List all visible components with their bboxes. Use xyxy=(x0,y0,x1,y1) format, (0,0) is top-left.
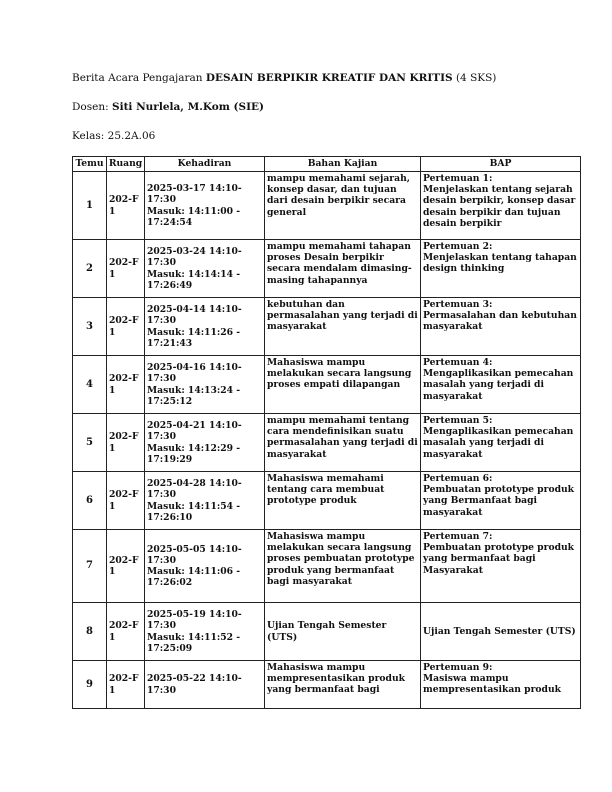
kehadiran-cell xyxy=(145,298,265,356)
ruang-cell: 202-F1 xyxy=(107,414,145,472)
ruang-cell: 202-F1 xyxy=(107,603,145,661)
bap-cell xyxy=(421,172,581,240)
table-row xyxy=(73,298,581,356)
checkin-time: Masuk: 14:11:26 - 17:21:43 xyxy=(147,326,241,349)
bahan-kajian-cell: Mahasiswa mampu mempresentasikan produk yang bermanfaat bagi xyxy=(265,661,421,709)
kehadiran-cell xyxy=(145,414,265,472)
kehadiran-cell xyxy=(145,472,265,530)
bap-cell xyxy=(421,414,581,472)
temu-cell: 6 xyxy=(73,472,107,530)
schedule-time: 2025-04-14 14:10-17:30 xyxy=(147,304,242,327)
doc-intro: Berita Acara Pengajaran xyxy=(72,72,203,84)
bap-cell xyxy=(421,530,581,603)
table-row xyxy=(73,472,581,530)
bap-text: Pembuatan prototype produk yang Bermanfaat bagi masyarakat xyxy=(423,484,575,518)
schedule-time: 2025-04-16 14:10-17:30 xyxy=(147,362,242,385)
bap-cell xyxy=(421,240,581,298)
bahan-kajian-cell: Mahasiswa mampu melakukan secara langsung proses pembuatan prototype produk yang bermanfaat bagi masyarakat xyxy=(265,530,421,603)
checkin-time: Masuk: 14:13:24 - 17:25:12 xyxy=(147,384,241,407)
bap-text: Pembuatan prototype produk yang bermanfaat bagi Masyarakat xyxy=(423,542,575,576)
temu-cell: 9 xyxy=(73,661,107,709)
bap-title: Pertemuan 4: xyxy=(423,357,493,368)
temu-cell: 2 xyxy=(73,240,107,298)
table-row xyxy=(73,414,581,472)
lecturer-name: Siti Nurlela, M.Kom (SIE) xyxy=(112,101,264,113)
kehadiran-cell xyxy=(145,172,265,240)
kehadiran-cell xyxy=(145,530,265,603)
schedule-time: 2025-05-05 14:10-17:30 xyxy=(147,543,242,566)
temu-cell: 3 xyxy=(73,298,107,356)
doc-title-line xyxy=(72,72,496,84)
bap-cell xyxy=(421,298,581,356)
col-header-temu: Temu xyxy=(73,157,107,172)
schedule-time: 2025-04-28 14:10-17:30 xyxy=(147,478,242,501)
ruang-cell: 202-F1 xyxy=(107,356,145,414)
bap-text: Menjelaskan tentang tahapan design thinking xyxy=(423,252,577,275)
bap-text: Menjelaskan tentang sejarah desain berpikir, konsep dasar desain berpikir dan tujuan desain berpikir xyxy=(423,184,576,229)
ruang-cell: 202-F1 xyxy=(107,530,145,603)
checkin-time: Masuk: 14:11:06 - 17:26:02 xyxy=(147,566,241,589)
checkin-time: Masuk: 14:12:29 - 17:19:29 xyxy=(147,442,241,465)
table-row xyxy=(73,603,581,661)
bahan-kajian-cell: mampu memahami tentang cara mendefinisikan suatu permasalahan yang terjadi di masyarakat xyxy=(265,414,421,472)
temu-cell: 1 xyxy=(73,172,107,240)
attendance-table xyxy=(72,156,581,709)
temu-cell: 8 xyxy=(73,603,107,661)
bap-cell xyxy=(421,603,581,661)
col-header-bap: BAP xyxy=(421,157,581,172)
kehadiran-cell xyxy=(145,603,265,661)
temu-cell: 4 xyxy=(73,356,107,414)
schedule-time: 2025-04-21 14:10-17:30 xyxy=(147,420,242,443)
kehadiran-cell xyxy=(145,240,265,298)
ruang-cell: 202-F1 xyxy=(107,472,145,530)
bahan-kajian-cell: mampu memahami tahapan proses Desain berpikir secara mendalam dimasing-masing tahapannya xyxy=(265,240,421,298)
schedule-time: 2025-05-19 14:10-17:30 xyxy=(147,609,242,632)
bahan-kajian-cell: kebutuhan dan permasalahan yang terjadi di masyarakat xyxy=(265,298,421,356)
col-header-bahan-kajian: Bahan Kajian xyxy=(265,157,421,172)
bahan-kajian-cell: Mahasiswa memahami tentang cara membuat prototype produk xyxy=(265,472,421,530)
lecturer-line xyxy=(72,101,264,113)
bap-title: Pertemuan 7: xyxy=(423,531,493,542)
ruang-cell: 202-F1 xyxy=(107,661,145,709)
bap-title: Pertemuan 5: xyxy=(423,415,493,426)
table-row xyxy=(73,240,581,298)
bap-text: Ujian Tengah Semester (UTS) xyxy=(423,625,576,637)
bap-text: Masiswa mampu mempresentasikan produk xyxy=(423,673,562,696)
schedule-time: 2025-05-22 14:10-17:30 xyxy=(147,673,242,696)
checkin-time: Masuk: 14:14:14 - 17:26:49 xyxy=(147,268,241,291)
kehadiran-cell xyxy=(145,356,265,414)
bap-title: Pertemuan 2: xyxy=(423,241,493,252)
table-row xyxy=(73,661,581,709)
bap-cell xyxy=(421,661,581,709)
bap-title: Pertemuan 9: xyxy=(423,662,493,673)
ruang-cell: 202-F1 xyxy=(107,172,145,240)
class-value: 25.2A.06 xyxy=(107,130,156,142)
ruang-cell: 202-F1 xyxy=(107,298,145,356)
bap-cell xyxy=(421,472,581,530)
bap-cell xyxy=(421,356,581,414)
kehadiran-cell xyxy=(145,661,265,709)
course-sks: (4 SKS) xyxy=(455,72,497,84)
bap-title: Pertemuan 6: xyxy=(423,473,493,484)
bahan-kajian-cell: mampu memahami sejarah, konsep dasar, dan tujuan dari desain berpikir secara general xyxy=(265,172,421,240)
ruang-cell: 202-F1 xyxy=(107,240,145,298)
checkin-time: Masuk: 14:11:54 - 17:26:10 xyxy=(147,500,241,523)
checkin-time: Masuk: 14:11:00 - 17:24:54 xyxy=(147,205,241,228)
bap-title: Pertemuan 3: xyxy=(423,299,493,310)
col-header-ruang: Ruang xyxy=(107,157,145,172)
class-label: Kelas: xyxy=(72,130,105,142)
table-row xyxy=(73,530,581,603)
bahan-kajian-cell: Mahasiswa mampu melakukan secara langsung proses empati dilapangan xyxy=(265,356,421,414)
checkin-time: Masuk: 14:11:52 - 17:25:09 xyxy=(147,631,241,654)
table-header-row xyxy=(73,157,581,172)
bap-text: Permasalahan dan kebutuhan masyarakat xyxy=(423,310,577,333)
temu-cell: 5 xyxy=(73,414,107,472)
table-row xyxy=(73,172,581,240)
bap-text: Mengaplikasikan pemecahan masalah yang terjadi di masyarakat xyxy=(423,426,574,460)
bahan-kajian-cell: Ujian Tengah Semester (UTS) xyxy=(265,603,421,661)
col-header-kehadiran: Kehadiran xyxy=(145,157,265,172)
class-line xyxy=(72,130,155,142)
schedule-time: 2025-03-17 14:10-17:30 xyxy=(147,183,242,206)
course-name: DESAIN BERPIKIR KREATIF DAN KRITIS xyxy=(205,72,453,84)
lecturer-label: Dosen: xyxy=(72,101,109,113)
bap-text: Mengaplikasikan pemecahan masalah yang terjadi di masyarakat xyxy=(423,368,574,402)
temu-cell: 7 xyxy=(73,530,107,603)
bap-title: Pertemuan 1: xyxy=(423,173,493,184)
schedule-time: 2025-03-24 14:10-17:30 xyxy=(147,246,242,269)
table-row xyxy=(73,356,581,414)
